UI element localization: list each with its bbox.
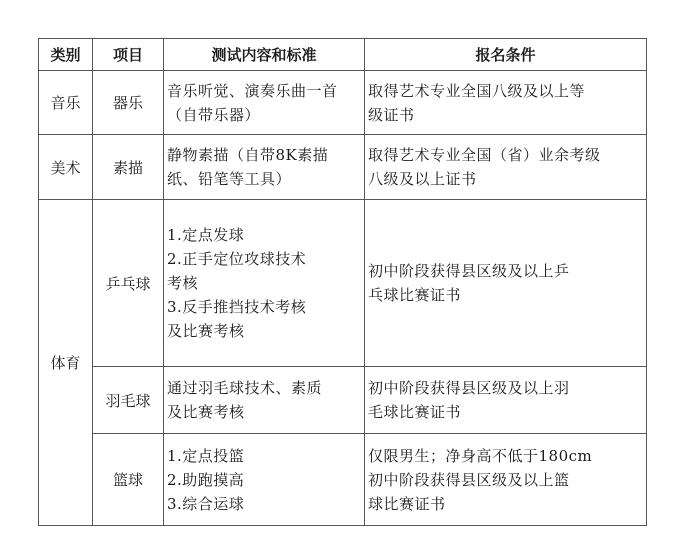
condition-cell xyxy=(365,434,647,526)
condition-line: 取得艺术专业全国八级及以上等 xyxy=(368,81,586,100)
test-content-cell xyxy=(164,200,365,367)
condition-line: 八级及以上证书 xyxy=(368,170,477,188)
test-content-cell xyxy=(164,434,365,526)
header-row xyxy=(39,39,647,71)
test-line: （自带乐器） xyxy=(167,105,261,124)
header-test-content: 测试内容和标准 xyxy=(164,39,365,71)
table-row xyxy=(39,434,647,526)
condition-line: 仅限男生；净身高不低于180cm xyxy=(368,446,593,465)
item-cell: 素描 xyxy=(93,135,164,200)
test-line: 1.定点投篮 xyxy=(167,446,245,465)
test-line: 3.综合运球 xyxy=(167,494,245,513)
test-line: 3.反手推挡技术考核 xyxy=(167,298,307,316)
condition-line: 初中阶段获得县区级及以上羽 xyxy=(368,379,570,397)
condition-line: 毛球比赛证书 xyxy=(368,403,462,421)
header-conditions: 报名条件 xyxy=(365,39,647,71)
category-cell: 体育 xyxy=(39,200,93,526)
table-row xyxy=(39,71,647,135)
condition-line: 初中阶段获得县区级及以上篮 xyxy=(368,470,570,489)
condition-line: 乓球比赛证书 xyxy=(368,286,462,304)
condition-line: 取得艺术专业全国（省）业余考级 xyxy=(368,146,601,164)
condition-cell xyxy=(365,135,647,200)
condition-line: 初中阶段获得县区级及以上乒 xyxy=(368,262,570,280)
item-cell: 器乐 xyxy=(93,71,164,135)
header-category: 类别 xyxy=(39,39,93,71)
test-content-cell xyxy=(164,71,365,135)
test-line: 及比赛考核 xyxy=(167,403,245,421)
category-cell: 音乐 xyxy=(39,71,93,135)
condition-cell xyxy=(365,200,647,367)
test-content-cell xyxy=(164,367,365,434)
test-line: 静物素描（自带8K素描 xyxy=(167,146,329,164)
table-row xyxy=(39,135,647,200)
test-line: 2.正手定位攻球技术 xyxy=(167,250,307,268)
item-cell: 乒乓球 xyxy=(93,200,164,367)
test-line: 2.助跑摸高 xyxy=(167,470,245,489)
condition-line: 级证书 xyxy=(368,105,415,124)
table-row xyxy=(39,367,647,434)
test-line: 通过羽毛球技术、素质 xyxy=(167,379,323,397)
test-line: 考核 xyxy=(167,274,199,292)
category-cell: 美术 xyxy=(39,135,93,200)
condition-cell xyxy=(365,367,647,434)
test-line: 1.定点发球 xyxy=(167,226,245,244)
admission-table xyxy=(38,38,647,526)
condition-cell xyxy=(365,71,647,135)
test-line: 音乐听觉、演奏乐曲一首 xyxy=(167,81,338,100)
item-cell: 篮球 xyxy=(93,434,164,526)
condition-line: 球比赛证书 xyxy=(368,494,446,513)
test-content-cell xyxy=(164,135,365,200)
test-line: 及比赛考核 xyxy=(167,322,245,340)
item-cell: 羽毛球 xyxy=(93,367,164,434)
test-line: 纸、铅笔等工具） xyxy=(167,170,292,188)
header-item: 项目 xyxy=(93,39,164,71)
table-row xyxy=(39,200,647,367)
